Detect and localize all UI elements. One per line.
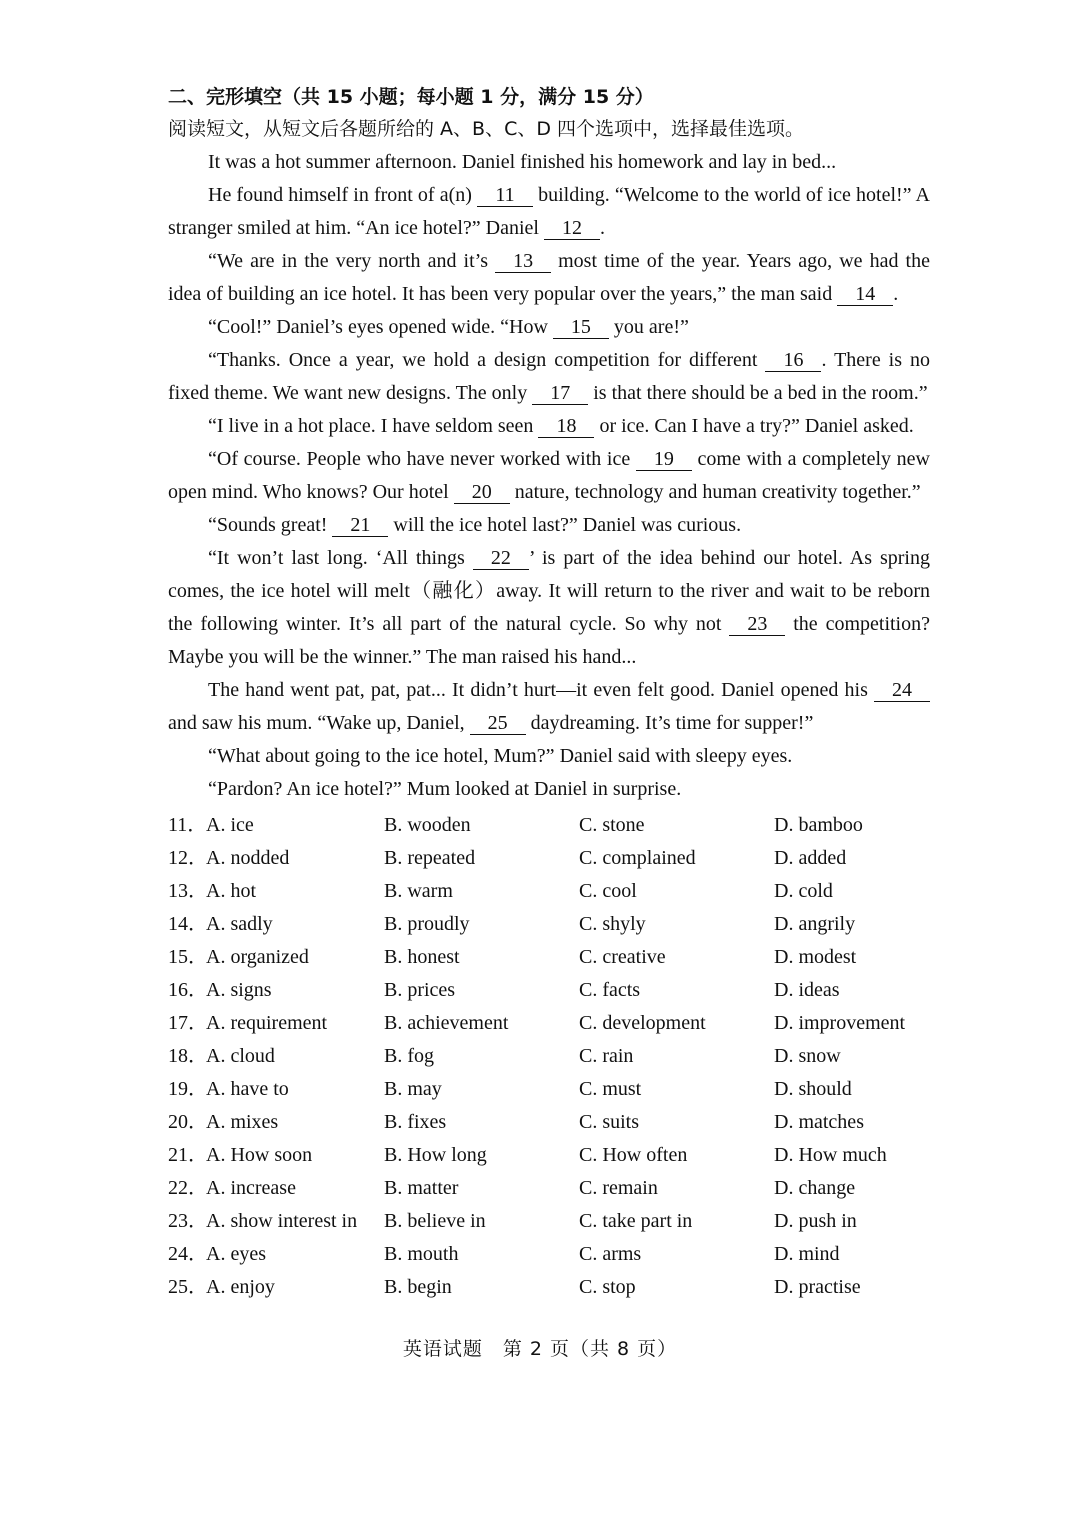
option-row xyxy=(168,1139,930,1172)
option-d: D. improvement xyxy=(774,1012,906,1034)
passage-paragraph xyxy=(168,773,930,806)
passage-text: daydreaming. It’s time for supper!” xyxy=(525,712,814,734)
blank-22: 22 xyxy=(473,547,529,570)
option-b: B. honest xyxy=(384,946,460,968)
passage-text: nature, technology and human creativity together.” xyxy=(509,481,921,503)
option-c: C. must xyxy=(579,1078,642,1100)
passage-text: “Cool!” Daniel’s eyes opened wide. “How xyxy=(208,316,553,338)
option-d: D. snow xyxy=(774,1045,841,1067)
passage-paragraph xyxy=(168,674,930,740)
option-b: B. achievement xyxy=(384,1012,509,1034)
passage-paragraph xyxy=(168,542,930,674)
question-number: 11． xyxy=(168,814,208,836)
passage-text: ’ is part of the idea behind our hotel. As spring comes, the ice hotel will melt（融化）away. It will return to the river and wait to be reborn the following winter. It’s all part of the natural cycle. So why not xyxy=(168,547,930,635)
passage-text: . There is no fixed theme. We want new designs. The only xyxy=(168,349,930,404)
option-a: A. How soon xyxy=(206,1144,313,1166)
option-d: D. added xyxy=(774,847,847,869)
section-instruction: 阅读短文，从短文后各题所给的 A、B、C、D 四个选项中，选择最佳选项。 xyxy=(168,118,805,140)
question-number: 22． xyxy=(168,1177,208,1199)
option-c: C. complained xyxy=(579,847,696,869)
passage-text: The hand went pat, pat, pat... It didn’t hurt—it even felt good. Daniel opened his xyxy=(208,679,874,701)
option-row xyxy=(168,1205,930,1238)
option-a: A. nodded xyxy=(206,847,290,869)
blank-13: 13 xyxy=(495,250,551,273)
passage-paragraph xyxy=(168,311,930,344)
option-d: D. bamboo xyxy=(774,814,863,836)
question-number: 23． xyxy=(168,1210,208,1232)
option-c: C. remain xyxy=(579,1177,658,1199)
passage-text: He found himself in front of a(n) xyxy=(208,184,477,206)
passage-text: “Of course. People who have never worked with ice xyxy=(208,448,636,470)
option-d: D. matches xyxy=(774,1111,864,1133)
blank-16: 16 xyxy=(765,349,821,372)
passage-text: or ice. Can I have a try?” Daniel asked. xyxy=(594,415,914,437)
passage-text: most time of the year. Years ago, we had the idea of building an ice hotel. It has been very popular over the years,” the man said xyxy=(168,250,930,305)
passage-text: will the ice hotel last?” Daniel was curious. xyxy=(388,514,742,536)
option-a: A. sadly xyxy=(206,913,273,935)
option-row xyxy=(168,941,930,974)
passage-text: “Pardon? An ice hotel?” Mum looked at Daniel in surprise. xyxy=(208,778,682,800)
option-a: A. mixes xyxy=(206,1111,279,1133)
passage-text: “We are in the very north and it’s xyxy=(208,250,496,272)
option-a: A. enjoy xyxy=(206,1276,275,1298)
page-footer: 英语试题 第 2 页（共 8 页） xyxy=(402,1338,678,1360)
question-number: 21． xyxy=(168,1144,208,1166)
option-b: B. begin xyxy=(384,1276,452,1298)
question-number: 24． xyxy=(168,1243,208,1265)
passage-text: you are!” xyxy=(608,316,689,338)
question-number: 17． xyxy=(168,1012,208,1034)
blank-24: 24 xyxy=(874,679,930,702)
option-c: C. arms xyxy=(579,1243,642,1265)
blank-25: 25 xyxy=(470,712,526,735)
question-number: 25． xyxy=(168,1276,208,1298)
passage-paragraph xyxy=(168,410,930,443)
passage-paragraph xyxy=(168,179,930,245)
option-c: C. creative xyxy=(579,946,666,968)
option-d: D. mind xyxy=(774,1243,840,1265)
passage-text: “It won’t last long. ‘All things xyxy=(208,547,473,569)
option-c: C. stone xyxy=(579,814,645,836)
passage-text: “Sounds great! xyxy=(208,514,333,536)
passage-text: “What about going to the ice hotel, Mum?” Daniel said with sleepy eyes. xyxy=(208,745,793,767)
option-a: A. requirement xyxy=(206,1012,328,1034)
option-row xyxy=(168,809,930,842)
option-c: C. stop xyxy=(579,1276,636,1298)
passage-text: It was a hot summer afternoon. Daniel finished his homework and lay in bed... xyxy=(208,151,837,173)
question-number: 12． xyxy=(168,847,208,869)
passage-paragraph xyxy=(168,443,930,509)
passage-paragraph xyxy=(168,245,930,311)
blank-21: 21 xyxy=(332,514,388,537)
option-c: C. facts xyxy=(579,979,641,1001)
option-d: D. practise xyxy=(774,1276,861,1298)
question-number: 16． xyxy=(168,979,208,1001)
option-a: A. increase xyxy=(206,1177,296,1199)
option-row xyxy=(168,1040,930,1073)
option-b: B. fog xyxy=(384,1045,434,1067)
option-row xyxy=(168,1172,930,1205)
blank-14: 14 xyxy=(837,283,893,306)
option-row xyxy=(168,842,930,875)
option-c: C. cool xyxy=(579,880,637,902)
option-b: B. wooden xyxy=(384,814,471,836)
option-a: A. ice xyxy=(206,814,254,836)
option-d: D. How much xyxy=(774,1144,887,1166)
blank-17: 17 xyxy=(532,382,588,405)
option-b: B. fixes xyxy=(384,1111,447,1133)
blank-18: 18 xyxy=(538,415,594,438)
question-number: 19． xyxy=(168,1078,208,1100)
blank-15: 15 xyxy=(553,316,609,339)
option-c: C. shyly xyxy=(579,913,646,935)
passage-text: come with a completely new open mind. Who knows? Our hotel xyxy=(168,448,930,503)
option-row xyxy=(168,875,930,908)
cloze-passage xyxy=(168,146,930,806)
option-c: C. take part in xyxy=(579,1210,693,1232)
option-b: B. may xyxy=(384,1078,442,1100)
passage-paragraph xyxy=(168,740,930,773)
cloze-section xyxy=(168,82,930,1304)
option-c: C. development xyxy=(579,1012,706,1034)
passage-text: . xyxy=(599,217,605,239)
passage-text: is that there should be a bed in the room.” xyxy=(588,382,928,404)
passage-text: “Thanks. Once a year, we hold a design competition for different xyxy=(208,349,766,371)
option-d: D. push in xyxy=(774,1210,857,1232)
options-list xyxy=(168,809,930,1304)
option-a: A. eyes xyxy=(206,1243,266,1265)
passage-text: and saw his mum. “Wake up, Daniel, xyxy=(168,712,470,734)
option-b: B. warm xyxy=(384,880,453,902)
option-a: A. signs xyxy=(206,979,272,1001)
option-c: C. suits xyxy=(579,1111,640,1133)
blank-23: 23 xyxy=(729,613,785,636)
option-a: A. show interest in xyxy=(206,1210,358,1232)
passage-text: “I live in a hot place. I have seldom seen xyxy=(208,415,539,437)
question-number: 15． xyxy=(168,946,208,968)
question-number: 13． xyxy=(168,880,208,902)
blank-19: 19 xyxy=(636,448,692,471)
blank-12: 12 xyxy=(544,217,600,240)
option-a: A. have to xyxy=(206,1078,289,1100)
option-row xyxy=(168,1271,930,1304)
option-b: B. repeated xyxy=(384,847,476,869)
question-number: 14． xyxy=(168,913,208,935)
option-d: D. cold xyxy=(774,880,833,902)
option-row xyxy=(168,1007,930,1040)
option-b: B. matter xyxy=(384,1177,459,1199)
option-row xyxy=(168,908,930,941)
passage-paragraph xyxy=(168,146,930,179)
option-row xyxy=(168,974,930,1007)
option-d: D. modest xyxy=(774,946,857,968)
option-d: D. change xyxy=(774,1177,856,1199)
question-number: 18． xyxy=(168,1045,208,1067)
section-title: 二、完形填空（共 15 小题；每小题 1 分，满分 15 分） xyxy=(168,86,654,108)
option-b: B. proudly xyxy=(384,913,470,935)
option-a: A. organized xyxy=(206,946,309,968)
option-b: B. believe in xyxy=(384,1210,486,1232)
question-number: 20． xyxy=(168,1111,208,1133)
blank-11: 11 xyxy=(477,184,533,207)
passage-text: the competition? Maybe you will be the winner.” The man raised his hand... xyxy=(168,613,930,668)
option-b: B. mouth xyxy=(384,1243,459,1265)
option-d: D. angrily xyxy=(774,913,856,935)
option-c: C. How often xyxy=(579,1144,688,1166)
option-b: B. prices xyxy=(384,979,456,1001)
blank-20: 20 xyxy=(454,481,510,504)
passage-text: . xyxy=(893,283,899,305)
option-a: A. hot xyxy=(206,880,256,902)
option-a: A. cloud xyxy=(206,1045,275,1067)
passage-paragraph xyxy=(168,344,930,410)
option-row xyxy=(168,1238,930,1271)
passage-paragraph xyxy=(168,509,930,542)
option-d: D. ideas xyxy=(774,979,840,1001)
passage-text: building. “Welcome to the world of ice hotel!” A stranger smiled at him. “An ice hotel?” Daniel xyxy=(168,184,930,239)
option-c: C. rain xyxy=(579,1045,634,1067)
option-d: D. should xyxy=(774,1078,852,1100)
option-b: B. How long xyxy=(384,1144,487,1166)
option-row xyxy=(168,1073,930,1106)
option-row xyxy=(168,1106,930,1139)
